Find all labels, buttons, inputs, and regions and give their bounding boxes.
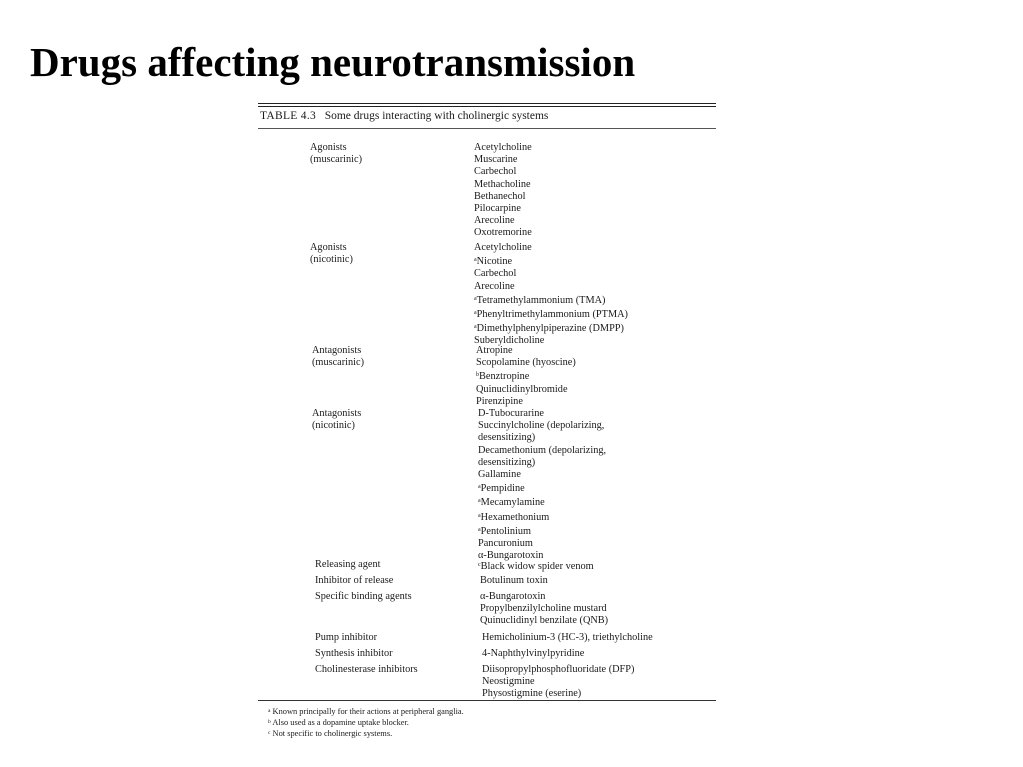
- drug-name: Methacholine: [474, 178, 531, 190]
- category-label: Antagonists (nicotinic): [312, 408, 362, 432]
- drug-name: $^a$Pempidine: [478, 483, 525, 495]
- drug-name: desensitizing): [478, 456, 536, 468]
- drug-list: [474, 142, 714, 240]
- drug-name: Quinuclidinylbromide: [476, 383, 568, 395]
- drug-name: desensitizing): [478, 432, 536, 444]
- drug-name: Oxotremorine: [474, 227, 532, 239]
- drug-name: Hemicholinium-3 (HC-3), triethylcholine: [482, 632, 653, 643]
- drug-list: [482, 648, 722, 660]
- category-label: Releasing agent: [315, 559, 381, 570]
- category-label: Specific binding agents: [315, 591, 412, 602]
- category-label: Antagonists (muscarinic): [312, 345, 365, 369]
- category-label: Agonists (nicotinic): [310, 242, 353, 266]
- category-label: Synthesis inhibitor: [315, 648, 393, 659]
- drug-name: Succinylcholine (depolarizing,: [478, 420, 605, 432]
- drug-name: Physostigmine (eserine): [482, 688, 582, 700]
- drug-name: $^a$Tetramethylammonium (TMA): [474, 294, 606, 306]
- drug-name: Atropine: [476, 345, 513, 356]
- footnote: $^b$ Also used as a dopamine uptake blocker.: [268, 718, 409, 728]
- footnote: $^c$ Not specific to cholinergic systems.: [268, 729, 393, 739]
- drug-name: Carbechol: [474, 166, 517, 178]
- drug-name: D-Tubocurarine: [478, 408, 544, 419]
- drug-name: Bethanechol: [474, 190, 526, 202]
- table-top-rule: [258, 103, 716, 104]
- drug-name: Arecoline: [474, 280, 515, 292]
- drug-name: Pilocarpine: [474, 203, 521, 215]
- drug-name: Propylbenzilylcholine mustard: [480, 603, 607, 615]
- table-number: TABLE 4.3: [260, 110, 317, 122]
- drug-name: $^c$Black widow spider venom: [478, 561, 594, 572]
- drug-name: Quinuclidinyl benzilate (QNB): [480, 615, 609, 627]
- drug-name: Suberyldicholine: [474, 335, 545, 347]
- table-footnotes: [268, 706, 464, 740]
- footnote: $^a$ Known principally for their actions at peripheral ganglia.: [268, 707, 464, 716]
- drug-list: [482, 632, 722, 644]
- drug-name: Pirenzipine: [476, 395, 523, 407]
- drug-name: $^a$Mecamylamine: [478, 497, 545, 509]
- drug-name: $^a$Phenyltrimethylammonium (PTMA): [474, 309, 628, 321]
- drug-name: Scopolamine (hyoscine): [476, 357, 576, 369]
- category-label: Pump inhibitor: [315, 632, 378, 643]
- category-label: Cholinesterase inhibitors: [315, 664, 418, 675]
- drug-name: Decamethonium (depolarizing,: [478, 444, 607, 456]
- drug-name: $^a$Pentolinium: [478, 525, 532, 537]
- table-header-rule: [258, 128, 716, 129]
- table-top-rule-double: [258, 106, 716, 107]
- drug-name: Acetylcholine: [474, 142, 532, 153]
- category-label: Agonists (muscarinic): [310, 142, 363, 166]
- drug-name: Botulinum toxin: [480, 575, 548, 586]
- drug-name: α-Bungarotoxin: [480, 591, 546, 602]
- drug-name: Gallamine: [478, 469, 521, 481]
- table-bottom-rule: [258, 700, 716, 701]
- drug-name: $^a$Dimethylphenylpiperazine (DMPP): [474, 323, 624, 335]
- drug-list: [476, 345, 716, 408]
- drug-list: [482, 664, 722, 701]
- drug-name: Neostigmine: [482, 676, 535, 688]
- drug-name: Diisopropylphosphofluoridate (DFP): [482, 664, 635, 675]
- drug-name: Acetylcholine: [474, 242, 532, 253]
- drug-name: α-Bungarotoxin: [478, 550, 544, 562]
- drug-name: Muscarine: [474, 154, 518, 166]
- drug-list: [480, 575, 720, 587]
- table-caption: [260, 110, 548, 122]
- scanned-table: [258, 100, 716, 750]
- drug-name: $^a$Hexamethonium: [478, 511, 550, 523]
- slide-title: Drugs affecting neurotransmission: [30, 39, 636, 85]
- drug-name: Carbechol: [474, 268, 517, 280]
- drug-name: Arecoline: [474, 215, 515, 227]
- drug-name: $^b$Benztropine: [476, 371, 530, 383]
- drug-name: $^a$Nicotine: [474, 256, 513, 268]
- category-label: Inhibitor of release: [315, 575, 394, 586]
- drug-list: [480, 591, 720, 628]
- drug-list: [478, 408, 718, 562]
- drug-list: [474, 242, 714, 348]
- table-caption-text: Some drugs interacting with cholinergic systems: [324, 110, 549, 122]
- drug-name: 4-Naphthylvinylpyridine: [482, 648, 585, 659]
- drug-list: [478, 559, 718, 573]
- drug-name: Pancuronium: [478, 538, 533, 550]
